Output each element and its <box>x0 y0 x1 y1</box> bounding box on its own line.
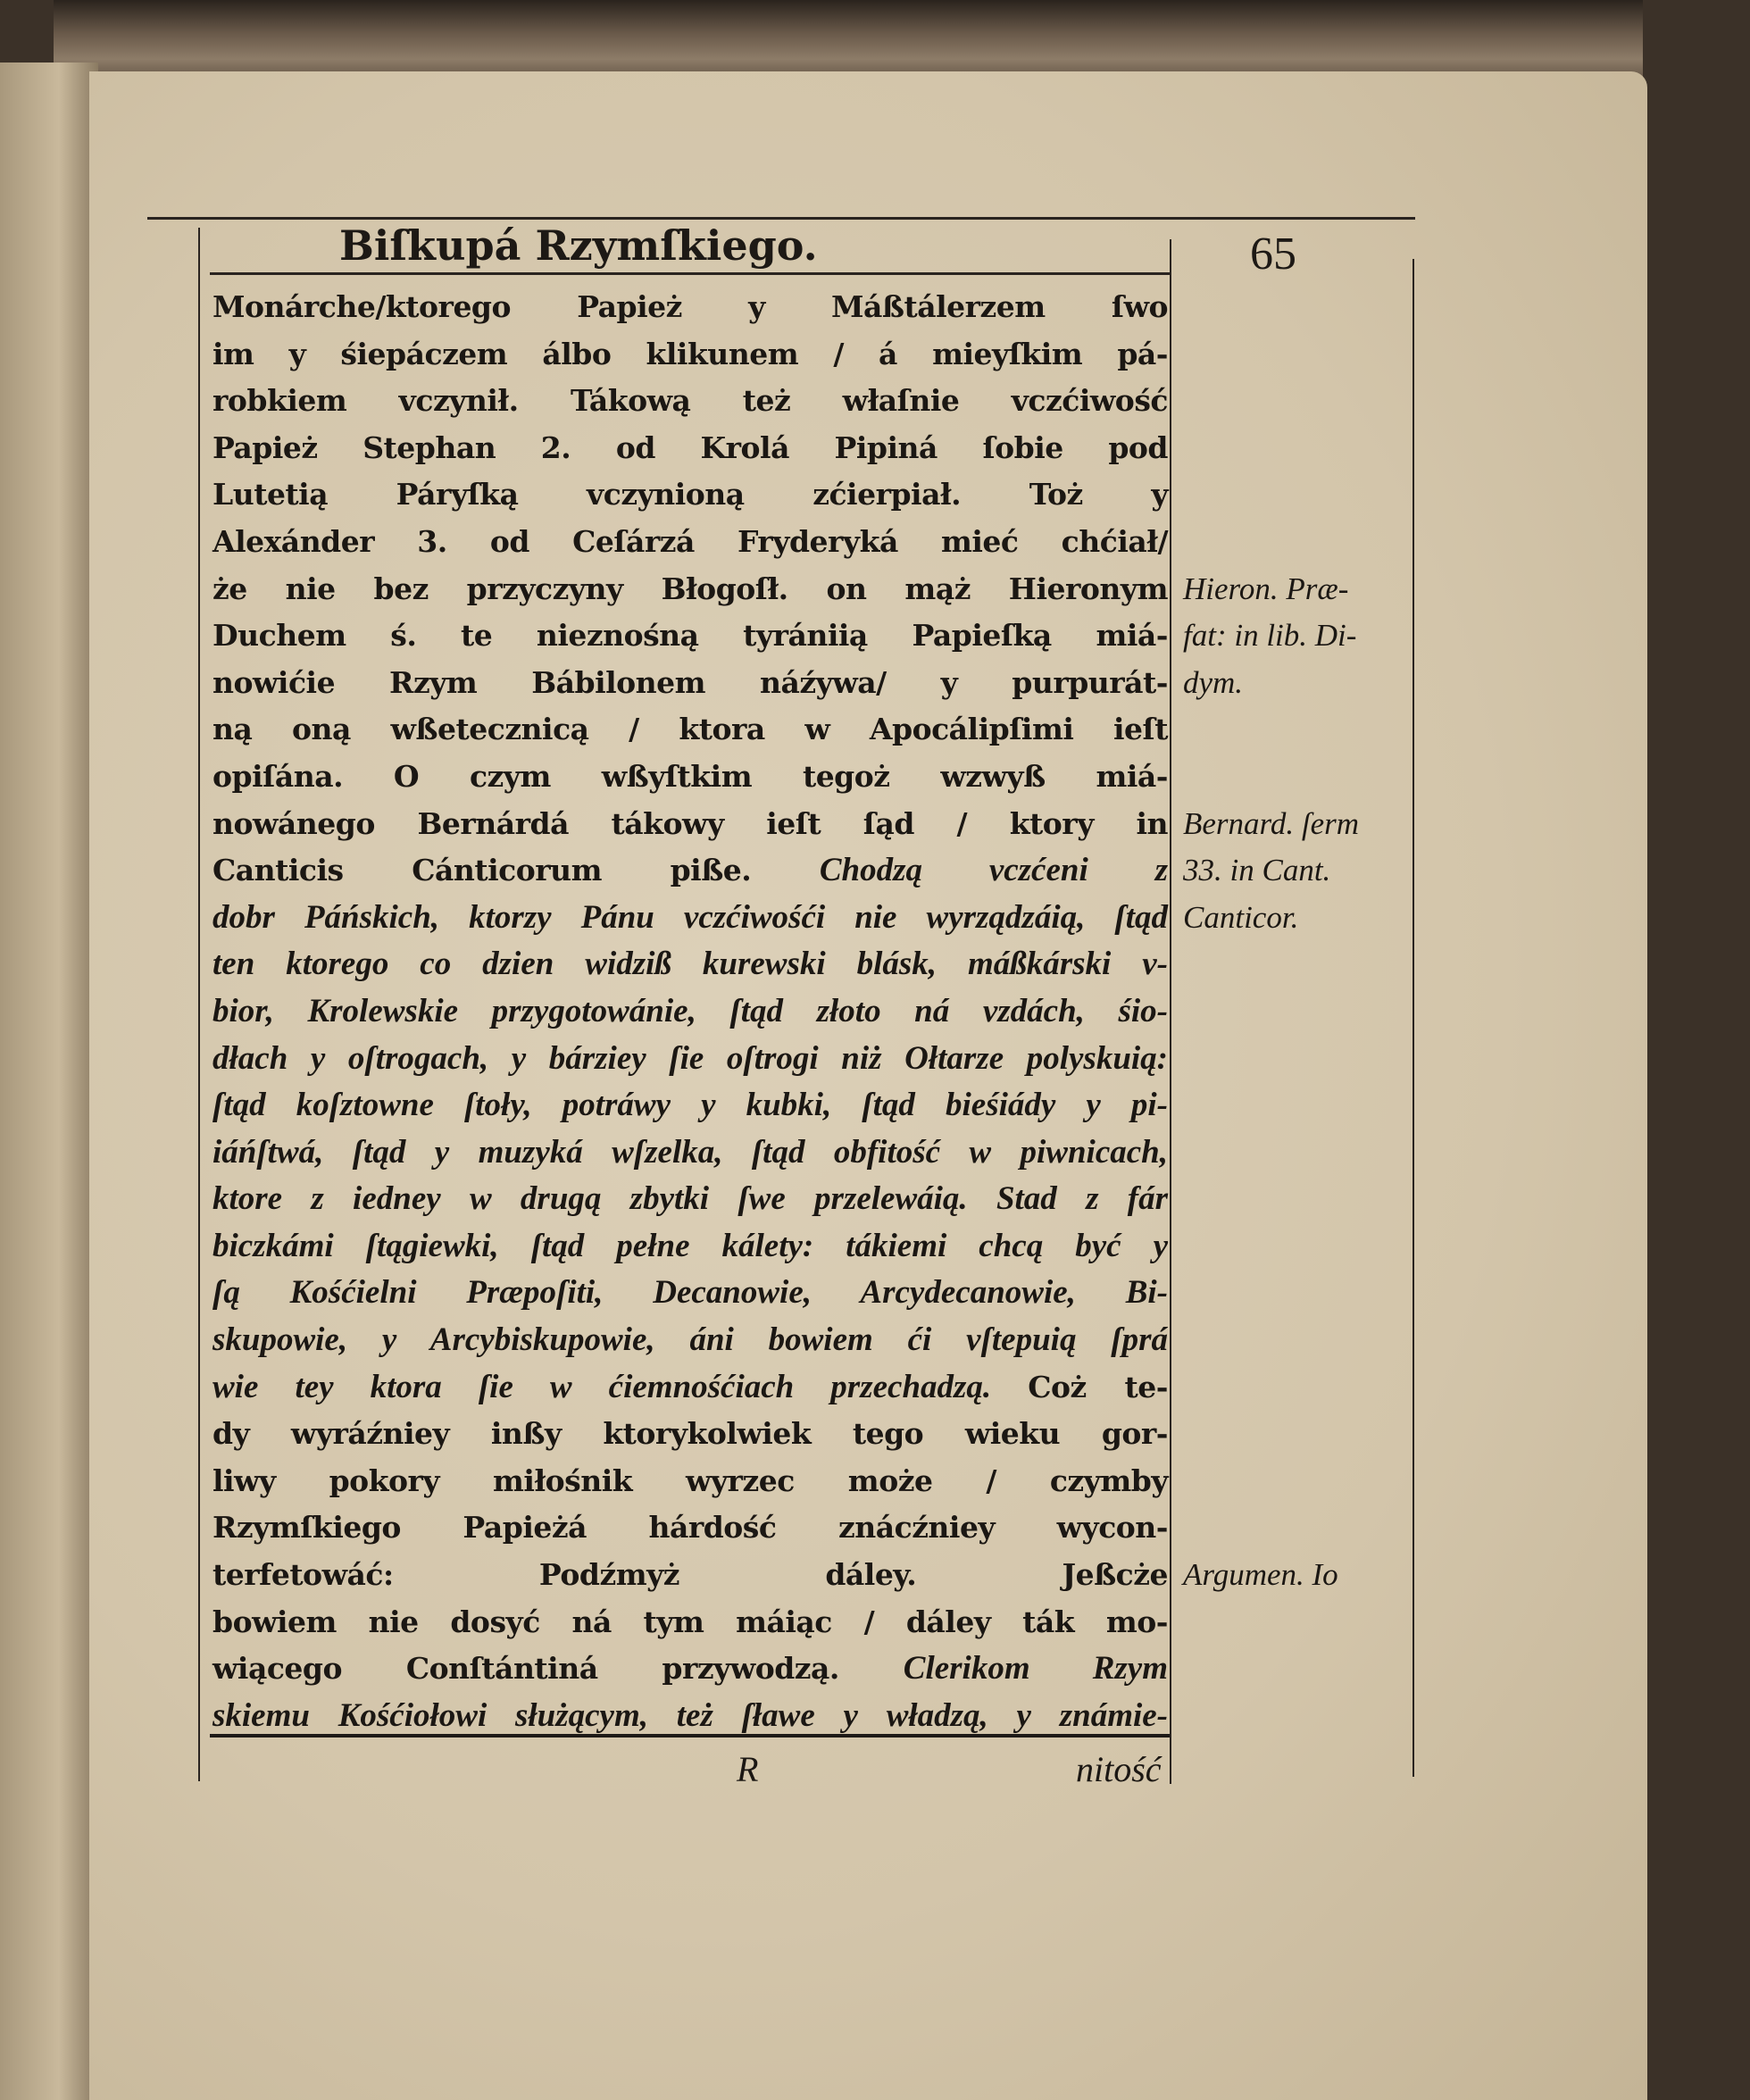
text-segment: Duchem ś. te nieznośną tyrániią Papieſką miá- <box>212 618 1168 654</box>
text-segment: ſtąd koſztowne ſtoły, potráwy y kubki, ſtąd bieśiády y pi- <box>212 1087 1168 1124</box>
text-segment: skupowie, y Arcybiskupowie, áni bowiem ći vſtepuią ſprá <box>212 1321 1168 1359</box>
text-line <box>212 1552 1168 1599</box>
text-line <box>212 988 1168 1036</box>
top-rule <box>147 217 1415 220</box>
catchword: nitość <box>1076 1749 1162 1789</box>
text-segment: ną oną wßetecznicą / ktora w Apocálipſimi ieſt <box>212 712 1168 747</box>
text-segment: liwy pokory miłośnik wyrzec może / czymby <box>212 1462 1168 1498</box>
text-column-rule <box>1170 239 1171 1784</box>
text-line <box>212 1270 1168 1317</box>
text-segment: im y śiepáczem álbo klikunem / á mieyſkim pá- <box>212 336 1168 371</box>
text-segment: Lutetią Páryſką vczynioną zćierpiał. Toż y <box>212 477 1168 512</box>
text-line <box>212 1693 1168 1740</box>
text-line <box>212 1176 1168 1223</box>
text-line <box>212 1036 1168 1083</box>
text-line <box>212 471 1168 519</box>
margin-note: Canticor. <box>1183 899 1299 935</box>
text-segment: wiącego Conſtántiná przywodzą. <box>212 1651 904 1687</box>
body-text <box>212 284 1168 1739</box>
text-line <box>212 1599 1168 1646</box>
text-line <box>212 1646 1168 1693</box>
margin-column-rule <box>1412 259 1414 1777</box>
margin-note: fat: in lib. Di- <box>1183 618 1357 654</box>
margin-note: Hieron. Præ- <box>1183 571 1349 606</box>
margin-note: dym. <box>1183 664 1244 700</box>
text-line <box>212 706 1168 754</box>
text-line <box>212 566 1168 613</box>
text-line <box>212 941 1168 988</box>
text-segment: nowićie Rzym Bábilonem náźywa/ y purpurát- <box>212 664 1168 700</box>
text-segment: Chodzą vczćeni z <box>819 852 1168 889</box>
text-segment: wie tey ktora ſie w ćiemnośćiach przechadzą. <box>212 1368 1029 1405</box>
text-line <box>212 284 1168 331</box>
text-line <box>212 1082 1168 1129</box>
text-line <box>212 754 1168 801</box>
left-column-rule <box>198 228 200 1781</box>
text-segment: opiſána. O czym wßyſtkim tegoż wzwyß miá- <box>212 758 1168 794</box>
text-line <box>212 378 1168 425</box>
text-segment: Clerikom Rzym <box>903 1650 1168 1688</box>
text-line <box>212 847 1168 895</box>
margin-note: Argumen. Io <box>1183 1557 1338 1593</box>
text-segment: bowiem nie dosyć ná tym máiąc / dáley ták mo- <box>212 1604 1168 1639</box>
text-line <box>212 1129 1168 1177</box>
text-segment: bior, Krolewskie przygotowánie, ſtąd złoto ná vzdách, śio- <box>212 992 1168 1029</box>
page-number: 65 <box>1250 229 1296 279</box>
text-segment: dobr Páńskich, ktorzy Pánu vczćiwośći nie wyrządzáią, ſtąd <box>212 898 1168 936</box>
text-line <box>212 895 1168 942</box>
text-line <box>212 1458 1168 1505</box>
text-line <box>212 1504 1168 1552</box>
text-line <box>212 1317 1168 1364</box>
text-line <box>212 660 1168 707</box>
text-line <box>212 425 1168 472</box>
text-line <box>212 612 1168 660</box>
text-segment: terfetowáć: Podźmyż dáley. Jeßcże <box>212 1557 1168 1593</box>
text-segment: robkiem vczynił. Tákową też właſnie vczćiwość <box>212 383 1168 419</box>
text-segment: Canticis Cánticorum piße. <box>212 853 820 888</box>
facing-page-edge <box>0 62 98 2100</box>
text-segment: nowánego Bernárdá tákowy ieſt ſąd / ktory in <box>212 805 1168 841</box>
text-segment: Coż te- <box>1028 1369 1168 1404</box>
margin-note: 33. in Cant. <box>1183 853 1331 888</box>
text-segment: ktore z iedney w drugą zbytki ſwe przelewáią. Stad z fár <box>212 1180 1168 1218</box>
text-line <box>212 519 1168 566</box>
text-line <box>212 1364 1168 1412</box>
text-segment: iáńſtwá, ſtąd y muzyká wſzelka, ſtąd obfitość w piwnicach, <box>212 1133 1168 1171</box>
running-head: Biſkupá Rzymſkiego. <box>339 221 818 270</box>
margin-note: Bernard. ſerm <box>1183 805 1360 841</box>
text-segment: ten ktorego co dzien widziß kurewski blásk, máßkárski v- <box>212 946 1168 983</box>
title-rule <box>210 272 1170 275</box>
text-segment: Papież Stephan 2. od Krolá Pipiná ſobie pod <box>212 429 1168 465</box>
text-segment: ſą Kośćielni Præpoſiti, Decanowie, Arcydecanowie, Bi- <box>212 1274 1168 1312</box>
bottom-rule <box>210 1734 1170 1738</box>
text-segment: Alexánder 3. od Ceſárzá Fryderyká mieć chćiał/ <box>212 523 1168 559</box>
text-segment: skiemu Kośćiołowi służącym, też ſławe y władzą, y známie- <box>212 1696 1168 1734</box>
text-line <box>212 1411 1168 1458</box>
text-segment: Monárche/ktorego Papież y Máßtálerzem ſwo <box>212 289 1168 324</box>
signature-mark: R <box>737 1749 759 1789</box>
text-line <box>212 1223 1168 1271</box>
text-segment: dy wyráźniey inßy ktorykolwiek tego wieku gor- <box>212 1416 1168 1452</box>
text-segment: dłach y oſtrogach, y bárziey ſie oſtrogi niż Ołtarze polyskuią: <box>212 1039 1168 1077</box>
text-segment: że nie bez przyczyny Błogoſł. on mąż Hieronym <box>212 571 1168 606</box>
text-line <box>212 331 1168 379</box>
text-line <box>212 801 1168 848</box>
text-segment: biczkámi ſtągiewki, ſtąd pełne kálety: tákiemi chcą być y <box>212 1227 1168 1264</box>
text-segment: Rzymſkiego Papieżá hárdość znácźniey wycon- <box>212 1510 1168 1546</box>
